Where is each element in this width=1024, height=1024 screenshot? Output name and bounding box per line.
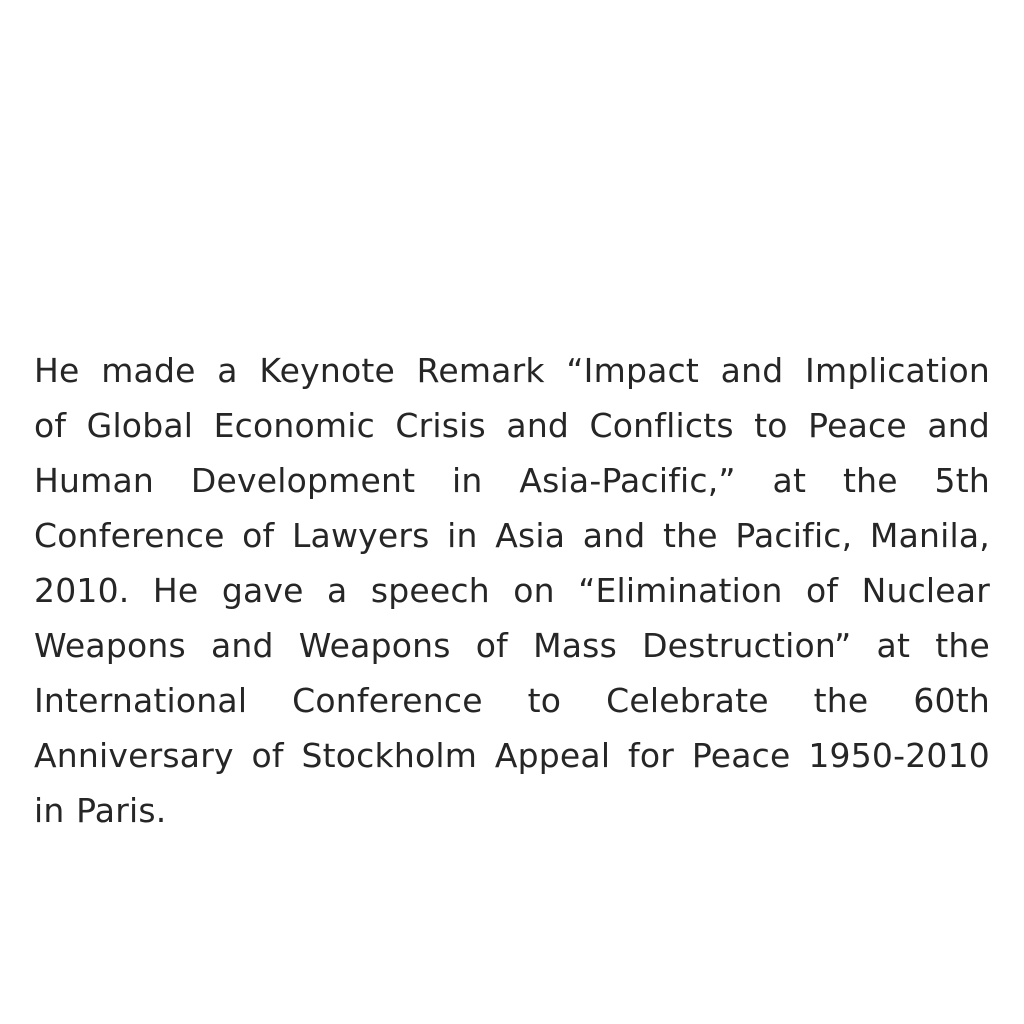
paragraph-line: in Paris. — [34, 791, 167, 830]
paragraph-line: 2010. He gave a speech on “Elimination of Nuclear — [34, 571, 990, 610]
paragraph-line: He made a Keynote Remark “Impact and Implication — [34, 351, 990, 390]
paragraph-line: Weapons and Weapons of Mass Destruction” at the — [34, 626, 990, 665]
paragraph-line: Anniversary of Stockholm Appeal for Peace 1950-2010 — [34, 736, 990, 775]
paragraph-line: International Conference to Celebrate the 60th — [34, 681, 990, 720]
body-paragraph — [34, 343, 990, 838]
paragraph-line: of Global Economic Crisis and Conflicts to Peace and — [34, 406, 990, 445]
paragraph-line: Human Development in Asia-Pacific,” at the 5th — [34, 461, 990, 500]
paragraph-line: Conference of Lawyers in Asia and the Pacific, Manila, — [34, 516, 990, 555]
